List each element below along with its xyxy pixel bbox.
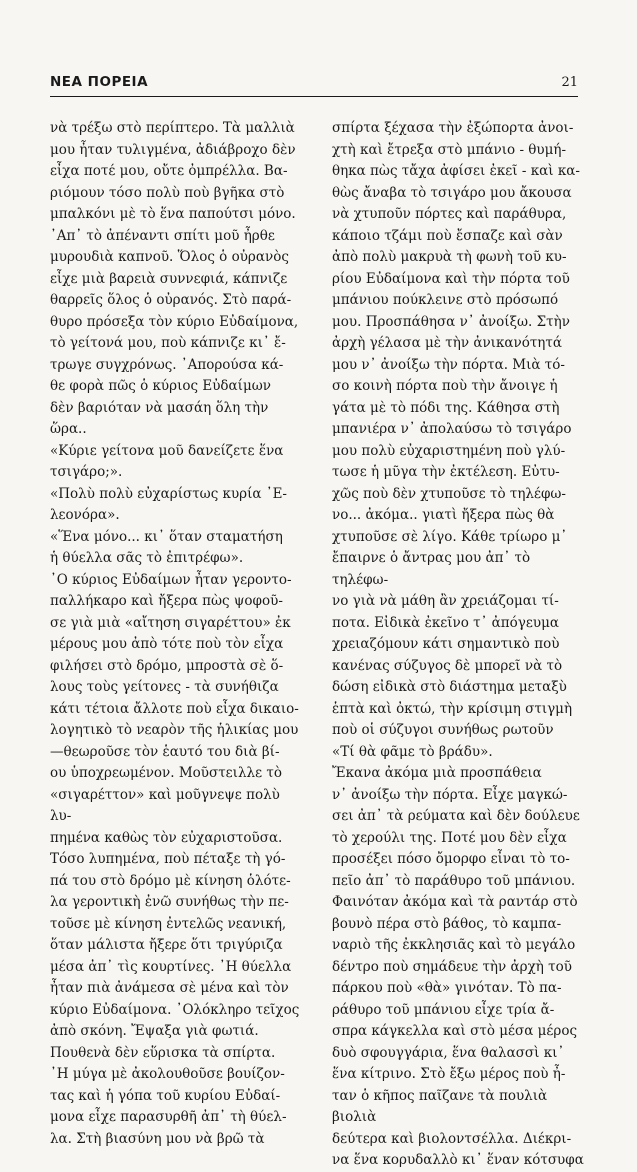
text-line: τσιγάρο;».: [50, 464, 123, 480]
text-line: μονα εἶχε παρασυρθῆ ἀπ᾿ τὴ θύελ-: [50, 1109, 287, 1125]
text-line: ὅταν μάλιστα ἤξερε ὅτι τριγύριζα: [50, 937, 283, 953]
text-line: σο κοινὴ πόρτα ποὺ τὴν ἄνοιγε ἡ: [332, 378, 558, 394]
text-line: κάτι τέτοια ἄλλοτε ποὺ εἶχα δικαιο-: [50, 700, 299, 717]
text-line: ἦταν πιὰ ἀνάμεσα σὲ μένα καὶ τὸν: [50, 980, 289, 996]
text-line: τρωγε συγχρόνως. ᾿Απορούσα κά-: [50, 356, 284, 373]
text-line: ν᾿ ἀνοίξω τὴν πόρτα. Εἶχε μαγκώ-: [332, 786, 568, 803]
text-line: ποτα. Εἰδικὰ ἐκεῖνο τ᾿ ἀπόγευμα: [332, 614, 559, 631]
text-line: θε φορὰ πῶς ὁ κύριος Εὐδαίμων: [50, 378, 271, 394]
text-line: μυρουδιὰ καπνοῦ. Ὅλος ὁ οὐρανὸς: [50, 249, 289, 265]
text-line: γάτα μὲ τὸ πόδι της. Κάθησα στὴ: [332, 399, 560, 416]
text-line: φιλήσει στὸ δρόμο, μπροστὰ σὲ ὅ-: [50, 657, 284, 674]
text-line: χτυποῦσε σὲ λίγο. Κάθε τρίωρο μ᾿: [332, 528, 568, 545]
text-line: «Κύριε γείτονα μοῦ δανείζετε ἕνα: [50, 442, 284, 459]
text-line: ἀρχὴ γέλασα μὲ τὴν ἀνικανότητά: [332, 335, 562, 351]
text-line: χρειαζόμουν κάτι σημαντικὸ ποὺ: [332, 636, 560, 652]
text-line: δυὸ σφουγγάρια, ἕνα θαλασσὶ κι᾿: [332, 1044, 565, 1061]
text-line: ᾿Η μύγα μὲ ἀκολουθοῦσε βουίζον-: [50, 1066, 285, 1082]
text-line: μου πολὺ εὐχαριστημένη ποὺ γλύ-: [332, 442, 566, 459]
right-column: [332, 118, 584, 1172]
text-line: λογητικὸ τὸ νεαρὸν τῆς ἡλικίας μου: [50, 722, 299, 738]
text-line: μου ἦταν τυλιγμένα, ἀδιάβροχο δὲν: [50, 141, 296, 158]
text-line: θαρρεῖς ὅλος ὁ οὐρανός. Στὸ παρά-: [50, 292, 292, 308]
text-line: Τόσο λυπημένα, ποὺ πέταξε τὴ γό-: [50, 851, 286, 867]
text-line: σει ἀπ᾿ τὰ ρεύματα καὶ δὲν δούλευε: [332, 808, 580, 824]
text-line: ταν ὁ κῆπος παῖζανε τὰ πουλιὰ βιολιὰ: [332, 1087, 548, 1125]
text-line: μπανιέρα ν᾿ ἀπολαύσω τὸ τσιγάρο: [332, 421, 572, 437]
text-line: να ἕνα κορυδαλλὸ κι᾿ ἕναν κότσυφα: [332, 1152, 584, 1168]
text-line: εἶχε μιὰ βαρειὰ συννεφιά, κάπνιζε: [50, 270, 288, 287]
page-number: 21: [561, 75, 578, 90]
text-line: ᾿Ο κύριος Εὐδαίμων ἦταν γεροντο-: [50, 571, 292, 588]
text-line: «Ἕνα μόνο... κι᾿ ὅταν σταματήση: [50, 528, 283, 545]
text-line: λεονόρα».: [50, 507, 120, 523]
text-line: μου ν᾿ ἀνοίξω τὴν πόρτα. Μιὰ τό-: [332, 356, 565, 373]
text-line: τωσε ἡ μῦγα τὴν ἐκτέλεση. Εὐτυ-: [332, 464, 560, 480]
text-line: μου. Προσπάθησα ν᾿ ἀνοίξω. Στὴν: [332, 313, 570, 330]
text-line: σπίρτα ξέχασα τὴν ἐξώπορτα ἀνοι-: [332, 120, 574, 136]
text-line: χῶς ποὺ δὲν χτυποῦσε τὸ τηλέφω-: [332, 485, 566, 502]
text-line: ρίου Εὐδαίμονα καὶ τὴν πόρτα τοῦ: [332, 270, 570, 287]
left-column: [50, 118, 302, 1150]
text-line: ποὺ οἱ σύζυγοι συνήθως ρωτοῦν: [332, 722, 554, 738]
text-line: χτὴ καὶ ἔτρεξα στὸ μπάνιο - θυμή-: [332, 141, 567, 158]
text-line: νο... ἀκόμα.. γιατὶ ἤξερα πὼς θὰ: [332, 507, 555, 523]
text-line: δὲν βαριόταν νὰ μασάη ὅλη τὴν: [50, 399, 269, 416]
text-line: ἑπτὰ καὶ ὀκτώ, τὴν κρίσιμη στιγμὴ: [332, 700, 573, 717]
text-line: μέσα ἀπ᾿ τὶς κουρτίνες. ᾿Η θύελλα: [50, 958, 292, 975]
text-line: λα γεροντικὴ ἐνῶ συνήθως τὴν πε-: [50, 894, 289, 910]
text-line: ράθυρο τοῦ μπάνιου εἶχε τρία ἄ-: [332, 1001, 555, 1018]
text-line: δέντρο ποὺ σημάδευε τὴν ἀρχὴ τοῦ: [332, 958, 572, 975]
text-line: θηκα πὼς τἄχα ἀφίσει ἐκεῖ - καὶ κα-: [332, 163, 580, 179]
text-line: κανένας σύζυγος δὲ μπορεῖ νὰ τὸ: [332, 657, 563, 674]
text-line: προσέξει πόσο ὄμορφο εἶναι τὸ το-: [332, 851, 570, 867]
text-line: ἀπὸ πολὺ μακρυὰ τὴ φωνὴ τοῦ κυ-: [332, 249, 567, 265]
text-line: βουνὸ πέρα στὸ βάθος, τὸ καμπα-: [332, 915, 562, 932]
text-line: ἀπὸ σκόνη. Ἔψαξα γιὰ φωτιά.: [50, 1023, 259, 1039]
text-line: πάρκου ποὺ «θὰ» γινόταν. Τὸ πα-: [332, 980, 562, 996]
text-line: ου ὑποχρεωμένον. Μοῦστειλλε τὸ: [50, 765, 282, 781]
text-line: τὸ χερούλι της. Ποτέ μου δὲν εἶχα: [332, 829, 567, 846]
text-line: δεύτερα καὶ βιολοντσέλλα. Διέκρι-: [332, 1130, 572, 1147]
text-line: δώση εἰδικὰ στὸ διάστημα μεταξὺ: [332, 679, 567, 695]
header-rule: [50, 96, 578, 97]
text-line: «Πολὺ πολὺ εὐχαρίστως κυρία ᾿Ε-: [50, 485, 287, 502]
running-header: [50, 74, 578, 90]
text-line: ἕνα κίτρινο. Στὸ ἔξω μέρος ποὺ ἦ-: [332, 1066, 566, 1082]
text-line: θυρο πρόσεξα τὸν κύριο Εὐδαίμονα,: [50, 313, 299, 330]
text-line: μέρους μου ἀπὸ τότε ποὺ τὸν εἶχα: [50, 636, 284, 652]
text-line: σε γιὰ μιὰ «αἴτηση σιγαρέττου» ἐκ: [50, 614, 291, 631]
text-line: θὼς ἄναβα τὸ τσιγάρο μου ἄκουσα: [332, 184, 572, 201]
text-line: τὸ γείτονά μου, ποὺ κάπνιζε κι᾿ ἔ-: [50, 335, 286, 351]
text-line: παλλήκαρο καὶ ἤξερα πὼς ψοφοῦ-: [50, 593, 283, 609]
text-line: τας καὶ ἡ γόπα τοῦ κυρίου Εὐδαί-: [50, 1087, 281, 1104]
text-line: πεῖο ἀπ᾿ τὸ παράθυρο τοῦ μπάνιου.: [332, 872, 576, 889]
text-line: τοῦσε μὲ κίνηση ἐντελῶς νεανική,: [50, 915, 287, 932]
text-line: λα. Στὴ βιασύνη μου νὰ βρῶ τὰ: [50, 1130, 265, 1147]
text-line: πά του στὸ δρόμο μὲ κίνηση ὁλότε-: [50, 872, 291, 889]
text-line: Πουθενὰ δὲν εὕρισκα τὰ σπίρτα.: [50, 1044, 276, 1061]
text-line: νὰ τρέξω στὸ περίπτερο. Τὰ μαλλιὰ: [50, 120, 295, 136]
text-line: ᾿Απ᾿ τὸ ἀπέναντι σπίτι μοῦ ἦρθε: [50, 227, 275, 244]
journal-title: ΝΕΑ ΠΟΡΕΙΑ: [50, 74, 149, 90]
text-line: Ἔκανα ἀκόμα μιὰ προσπάθεια: [332, 765, 542, 781]
text-line: ὥρα..: [50, 421, 87, 437]
text-line: σπρα κάγκελλα καὶ στὸ μέσα μέρος: [332, 1023, 578, 1039]
text-line: πημένα καθὼς τὸν εὐχαριστοῦσα.: [50, 829, 283, 846]
text-line: «σιγαρέττον» καὶ μοῦγνεψε πολὺ λυ-: [50, 786, 280, 824]
text-line: μπαλκόνι μὲ τὸ ἕνα παπούτσι μόνο.: [50, 206, 296, 222]
text-line: λους τοὺς γείτονες - τὰ συνήθιζα: [50, 679, 279, 695]
text-line: ἡ θύελλα σᾶς τὸ ἐπιτρέφω».: [50, 550, 244, 566]
text-line: ναριὸ τῆς ἐκκλησιᾶς καὶ τὸ μεγάλο: [332, 937, 576, 953]
text-line: κύριο Εὐδαίμονα. ᾿Ολόκληρο τεῖχος: [50, 1001, 300, 1018]
text-line: κάποιο τζάμι ποὺ ἔσπαζε καὶ σὰν: [332, 227, 563, 244]
text-line: Φαινόταν ἀκόμα καὶ τὰ ραντάρ στὸ: [332, 894, 578, 910]
text-line: «Τί θὰ φᾶμε τὸ βράδυ».: [332, 743, 493, 760]
text-line: ριόμουν τόσο πολὺ ποὺ βγῆκα στὸ: [50, 184, 285, 201]
text-line: ἔπαιρνε ὁ ἄντρας μου ἀπ᾿ τὸ τηλέφω-: [332, 550, 531, 588]
text-line: μπάνιου πούκλεινε στὸ πρόσωπό: [332, 292, 559, 308]
text-line: —θεωροῦσε τὸν ἑαυτό του διὰ βί-: [50, 743, 280, 760]
text-line: νὰ χτυποῦν πόρτες καὶ παράθυρα,: [332, 206, 567, 222]
text-line: νο γιὰ νὰ μάθη ἂν χρειάζομαι τί-: [332, 593, 559, 609]
text-line: εἶχα ποτέ μου, οὔτε ὀμπρέλλα. Βα-: [50, 163, 288, 179]
